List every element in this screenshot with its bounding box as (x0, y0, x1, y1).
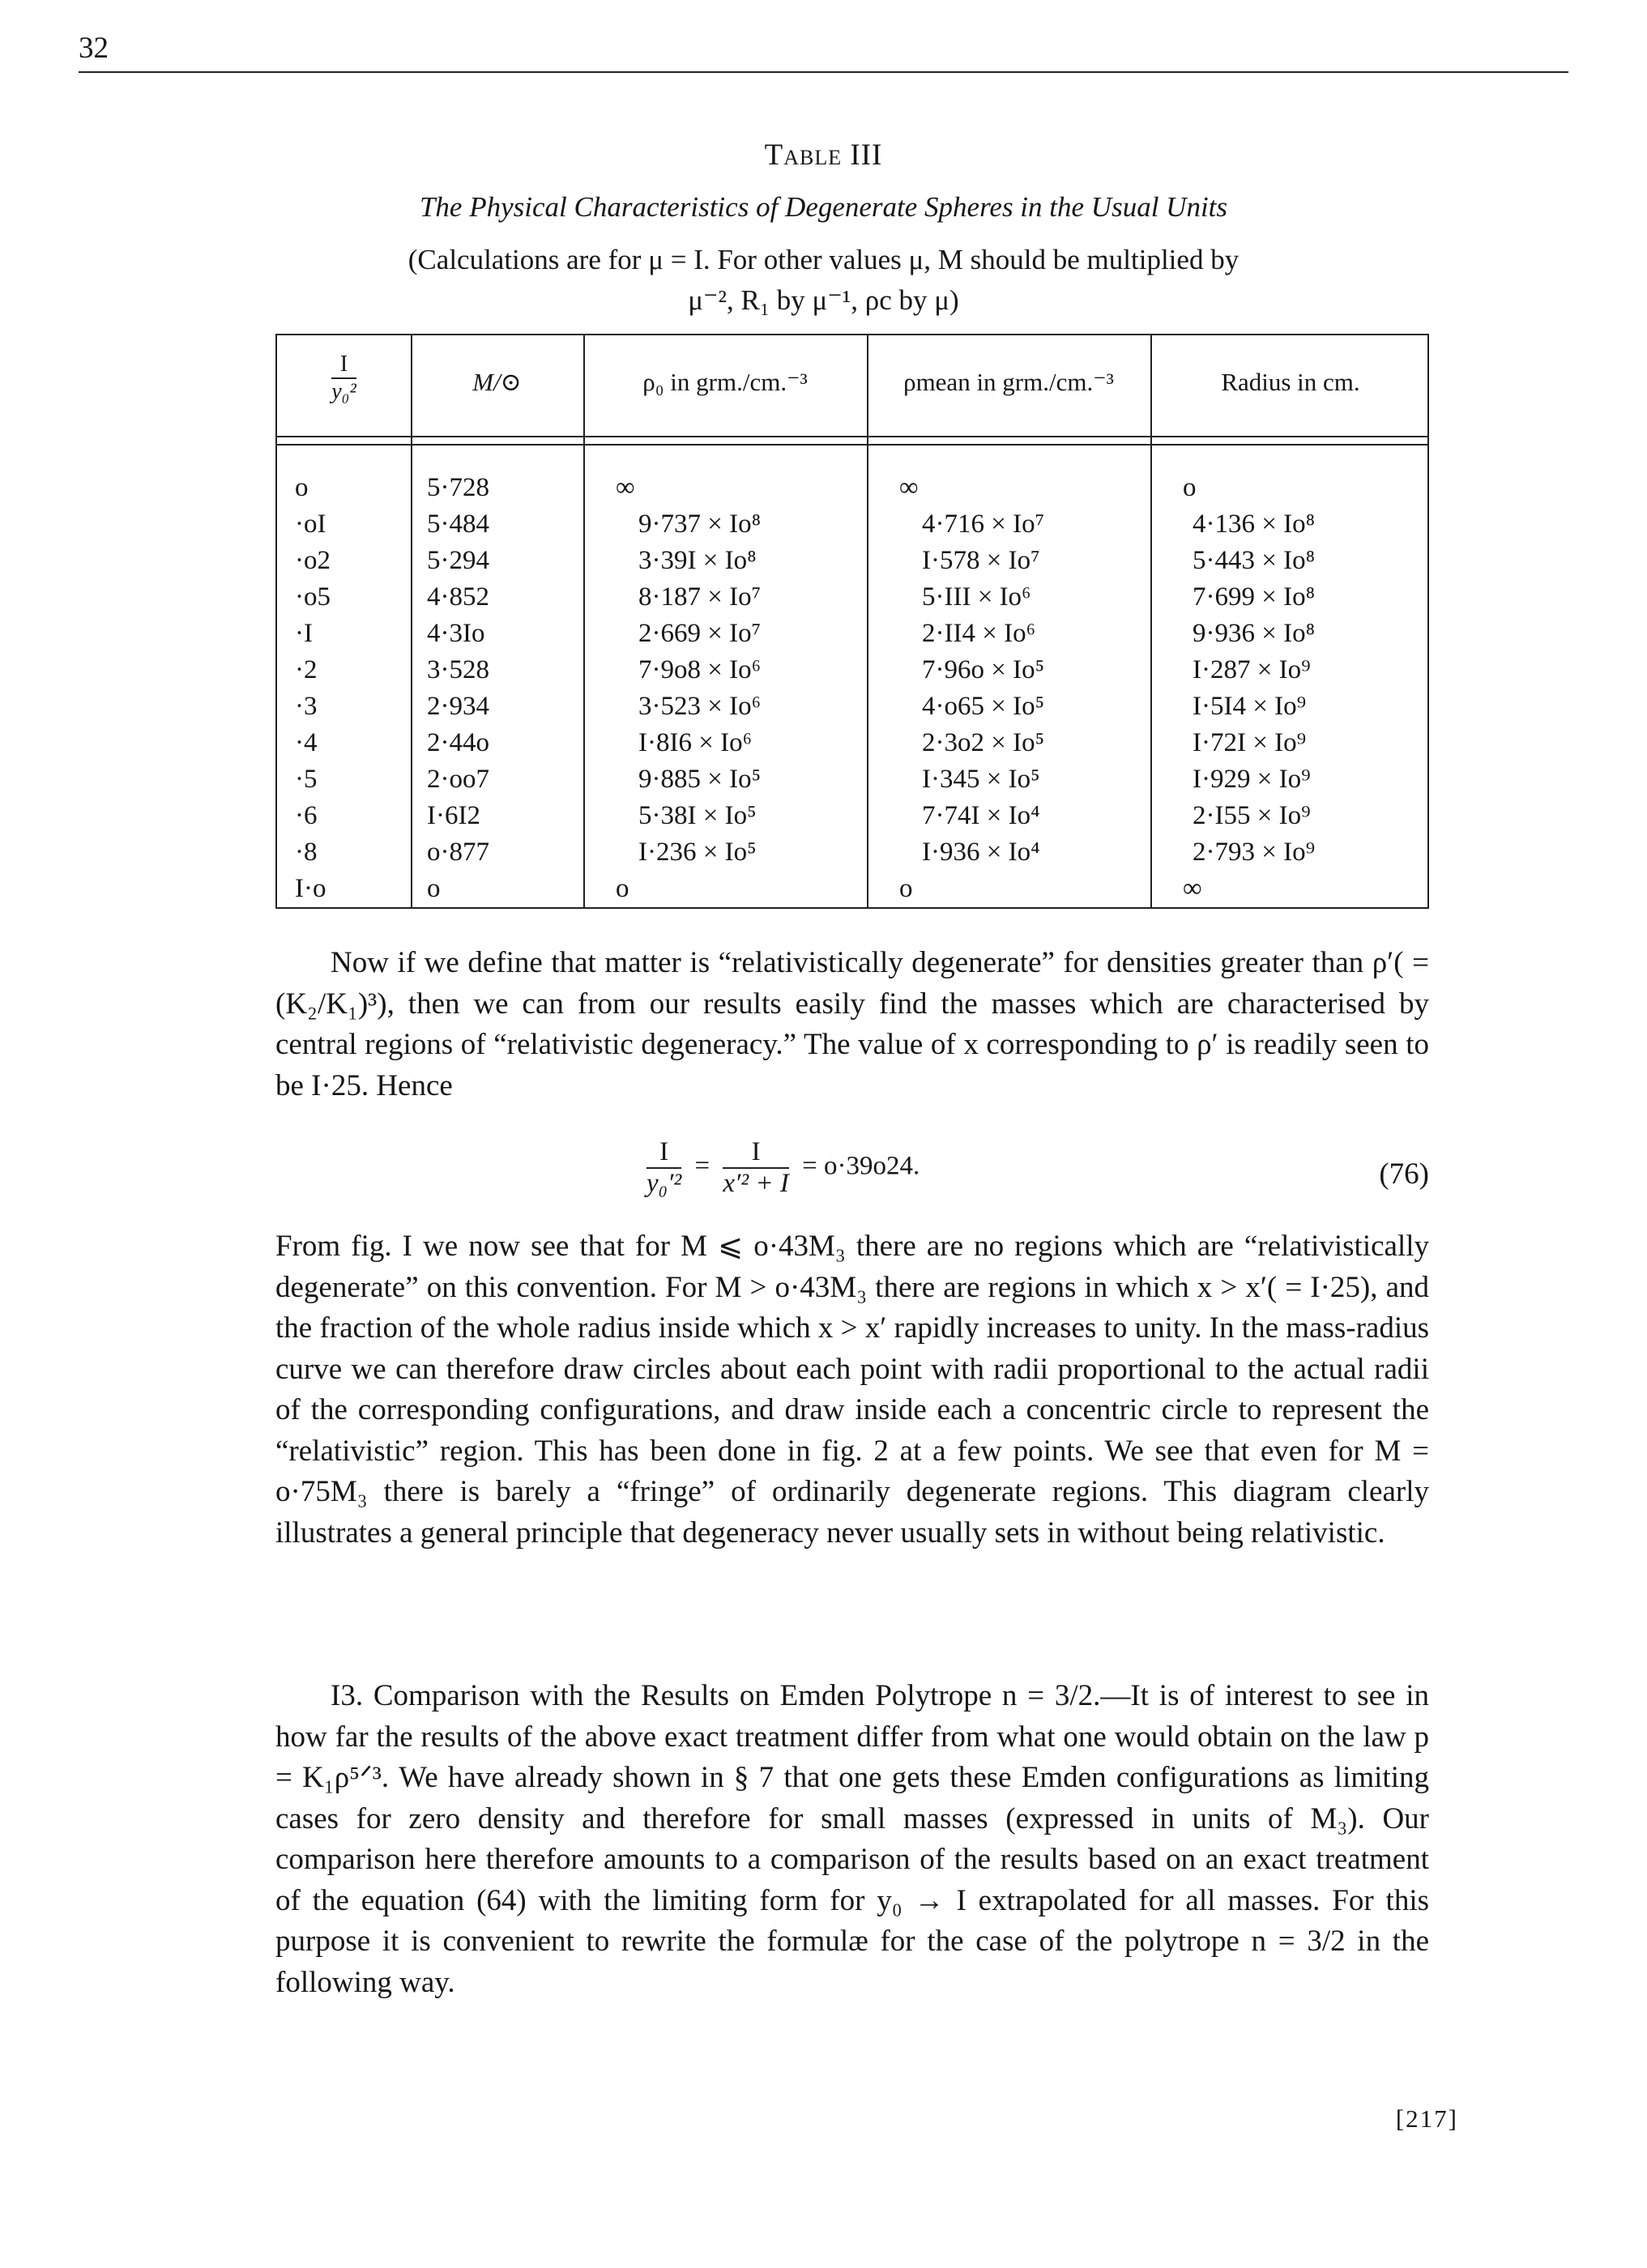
column-divider (583, 335, 585, 907)
column-header-radius: Radius in cm. (1221, 368, 1360, 396)
table-cell: 5·484 (427, 509, 489, 539)
table-cell: I·8I6 × Io⁶ (638, 728, 753, 757)
table-note-line-2: μ⁻², R₁ by μ⁻¹, ρc by μ) (688, 284, 959, 316)
table-cell: 7·699 × Io⁸ (1193, 582, 1316, 612)
table-cell: I·o (295, 874, 326, 903)
table-cell: I·72I × Io⁹ (1193, 728, 1307, 757)
equation-mid-numerator: I (723, 1137, 789, 1169)
equation-number: (76) (1379, 1157, 1429, 1191)
table-cell: 2·3o2 × Io⁵ (922, 728, 1045, 757)
table-cell: ·o5 (295, 582, 331, 612)
table-note-line-1: (Calculations are for μ = I. For other values μ, M should be multiplied by (407, 244, 1240, 275)
table-cell: 7·96o × Io⁵ (922, 655, 1045, 684)
table-cell: 5·728 (427, 473, 489, 502)
table-cell: I·236 × Io⁵ (638, 838, 757, 867)
table-cell: ∞ (1183, 874, 1202, 903)
table-cell: 2·II4 × Io⁶ (922, 619, 1036, 648)
table-cell: 4·716 × Io⁷ (922, 509, 1045, 539)
table-cell: I·5I4 × Io⁹ (1193, 692, 1307, 721)
column-header-central-density: ρ₀ in grm./cm.⁻³ (642, 368, 808, 396)
equation-expression: $\frac{I}{\text{y₀′²}}$ = $\frac{I}{\text{x′² + I}}$ = o·39o24. (646, 1137, 920, 1198)
table-cell: 7·9o8 × Io⁶ (638, 655, 762, 684)
table-cell: ∞ (899, 473, 919, 502)
table-cell: ·I (295, 619, 313, 648)
equation-result: = o·39o24. (802, 1151, 920, 1181)
table-cell: o (616, 874, 629, 903)
table-cell: 5·III × Io⁶ (922, 582, 1031, 612)
table-title: The Physical Characteristics of Degenerate Spheres in the Usual Units (419, 191, 1228, 223)
table-cell: 9·737 × Io⁸ (638, 509, 762, 539)
table-cell: ·3 (295, 692, 318, 721)
table-cell: 9·885 × Io⁵ (638, 765, 762, 794)
table-cell: 8·187 × Io⁷ (638, 582, 762, 612)
table-cell: 2·669 × Io⁷ (638, 619, 762, 648)
table-cell: ·4 (295, 728, 318, 757)
table-cell: 3·528 (427, 655, 489, 684)
table-cell: o (899, 874, 913, 903)
paragraph-relativistic-degeneracy: Now if we define that matter is “relativistically degenerate” for densities greater than ρ′( = (K₂/K₁)³), then we can from our results easily find the masses which are characterised by central regions of “relativistic degeneracy.” The value of x corresponding to ρ′ is readily seen to be I·25. Hence (275, 946, 1429, 1102)
column-divider (411, 335, 412, 907)
table-label: Table III (764, 139, 883, 172)
table-cell: 4·o65 × Io⁵ (922, 692, 1045, 721)
page-number: 32 (79, 32, 109, 65)
column-divider (867, 335, 868, 907)
table-cell: I·936 × Io⁴ (922, 838, 1040, 867)
equation-lhs-numerator: I (646, 1137, 681, 1169)
header-rule (79, 71, 1568, 73)
table-cell: ·2 (295, 655, 318, 684)
equation-lhs-denominator: y₀′² (646, 1169, 682, 1198)
column-header-mass: M/⊙ (472, 368, 522, 396)
column-header-mean-density: ρmean in grm./cm.⁻³ (903, 368, 1114, 396)
table-cell: 2·934 (427, 692, 489, 721)
folio: [217] (1395, 2104, 1458, 2133)
table-cell: ·o2 (295, 546, 331, 575)
table-cell: I·578 × Io⁷ (922, 546, 1040, 575)
equation-76 (0, 1132, 1647, 1213)
table-cell: 9·936 × Io⁸ (1193, 619, 1316, 648)
table-cell: I·345 × Io⁵ (922, 765, 1040, 794)
table-cell: ·6 (295, 801, 318, 830)
table-cell: I·6I2 (427, 801, 480, 830)
table-cell: I·929 × Io⁹ (1193, 765, 1311, 794)
paragraph-section-13: I3. Comparison with the Results on Emden Polytrope n = 3/2.—It is of interest to see in how far the results of the above exact treatment differ from what one would obtain on the law p = K₁ρ⁵ᐟ³. We have already shown in § 7 that one gets these Emden configurations as limiting cases for zero density and therefore for small masses (expressed in units of M₃). Our comparison here therefore amounts to a comparison of the results based on an exact treatment of the equation (64) with the limiting form for y₀ → I extrapolated for all masses. For this purpose it is convenient to rewrite the formulæ for the case of the polytrope n = 3/2 in the following way. (275, 1679, 1429, 1999)
table-cell: 5·38I × Io⁵ (638, 801, 757, 830)
table-cell: 2·I55 × Io⁹ (1193, 801, 1311, 830)
table-cell: 3·523 × Io⁶ (638, 692, 762, 721)
header-rule-bottom (277, 444, 1427, 446)
column-header-y0 (277, 352, 411, 405)
table-cell: o (295, 473, 309, 502)
header-rule-top (277, 436, 1427, 437)
table-cell: ·8 (295, 838, 318, 867)
table-cell: o·877 (427, 838, 489, 867)
table-cell: ·oI (295, 509, 326, 539)
column-divider (1150, 335, 1152, 907)
table-cell: 2·793 × Io⁹ (1193, 838, 1316, 867)
table-cell: 4·136 × Io⁸ (1193, 509, 1316, 539)
table-cell: 5·294 (427, 546, 489, 575)
table-cell: 3·39I × Io⁸ (638, 546, 757, 575)
table-cell: 4·3Io (427, 619, 485, 648)
column-header-y0-numerator: I (331, 352, 356, 379)
table-cell: o (1183, 473, 1197, 502)
equation-mid-denominator: x′² + I (723, 1169, 789, 1198)
table-cell: 5·443 × Io⁸ (1193, 546, 1316, 575)
column-header-y0-denominator: y₀² (331, 379, 356, 404)
data-table (275, 334, 1429, 909)
table-cell: 2·44o (427, 728, 489, 757)
table-cell: I·287 × Io⁹ (1193, 655, 1311, 684)
table-cell: 4·852 (427, 582, 489, 612)
table-cell: ·5 (295, 765, 318, 794)
table-cell: ∞ (616, 473, 635, 502)
table-note (0, 240, 1647, 321)
paragraph-fig1-discussion: From fig. I we now see that for M ⩽ o·43M₃ there are no regions which are “relativistically degenerate” on this convention. For M > o·43M₃ there are regions in which x > x′( = I·25), and the fraction of the whole radius inside which x > x′ rapidly increases to unity. In the mass-radius curve we can therefore draw circles about each point with radii proportional to the actual radii of the corresponding configurations, and draw inside each a concentric circle to represent the “relativistic” region. This has been done in fig. 2 at a few points. We see that even for M = o·75M₃ there is barely a “fringe” of ordinarily degenerate regions. This diagram clearly illustrates a general principle that degeneracy never usually sets in without being relativistic. (275, 1230, 1429, 1550)
table-cell: 2·oo7 (427, 765, 489, 794)
table-cell: o (427, 874, 441, 903)
table-cell: 7·74I × Io⁴ (922, 801, 1040, 830)
